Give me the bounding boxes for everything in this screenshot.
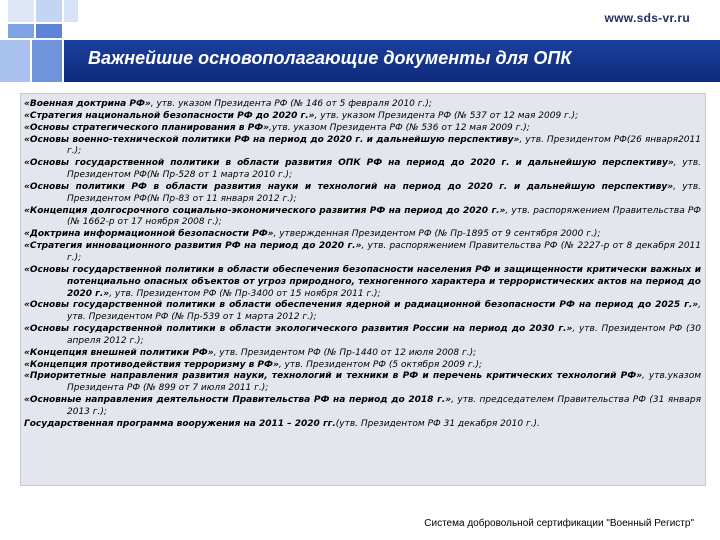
document-item [24, 99, 701, 111]
document-item-last [24, 419, 701, 431]
document-title: «Доктрина информационной безопасности РФ» [24, 229, 274, 240]
document-title: «Основы государственной политики в области развития ОПК РФ на период до 2020 г. и дальнейшую перспективу» [24, 158, 674, 169]
decor-square [32, 40, 62, 82]
document-item [24, 241, 701, 265]
document-title: «Военная доктрина РФ» [24, 99, 151, 109]
document-details: , утв. председателем Правительства РФ (31 января 2013 г.); [67, 395, 701, 417]
document-details: ,утв. указом Президента РФ (№ 536 от 12 мая 2009 г.); [268, 122, 530, 133]
document-details: , утв. распоряжением Правительства РФ (№ 2227-р от 8 декабря 2011 г.); [67, 241, 701, 263]
decor-square [0, 40, 30, 82]
document-title: «Приоритетные направления развития науки, технологий и техники в РФ и перечень критических технологий РФ» [24, 371, 643, 382]
decor-square [36, 0, 62, 22]
document-details: , утв. Президентом РФ(№ Пр-528 от 1 марта 2010 г.); [67, 158, 701, 181]
document-title: «Концепция долгосрочного социально-экономического развития РФ на период до 2020 г.» [24, 205, 506, 216]
document-details: , утв. Президентом РФ (5 октября 2009 г.); [278, 359, 482, 370]
document-details: , утв. Президентом РФ (30 апреля 2012 г.); [67, 324, 701, 346]
document-item [24, 206, 701, 230]
decor-square [8, 24, 34, 38]
document-details: (утв. Президентом РФ 31 декабря 2010 г.). [335, 418, 540, 429]
document-details: , утв. указом Президента РФ (№ 537 от 12 мая 2009 г.); [314, 110, 579, 121]
document-item [24, 111, 701, 123]
document-item [24, 300, 701, 324]
decor-square [64, 0, 78, 22]
decor-square [8, 0, 34, 22]
document-details: , утв. Президентом РФ (№ Пр-539 от 1 марта 2012 г.); [67, 300, 701, 323]
decor-square [36, 24, 62, 38]
document-title: «Основы политики РФ в области развития науки и технологий на период до 2020 г. и дальнейшую перспективу» [24, 181, 674, 192]
document-item [24, 360, 701, 372]
document-title: «Основные направления деятельности Правительства РФ на период до 2018 г.» [24, 395, 452, 406]
document-title: «Стратегия национальной безопасности РФ до 2020 г.» [24, 110, 315, 121]
document-title: «Основы стратегического планирования в РФ» [24, 122, 269, 133]
document-item [24, 395, 701, 419]
documents-panel [20, 93, 706, 486]
document-item [24, 229, 701, 241]
page-title: Важнейшие основополагающие документы для ОПК [88, 48, 572, 68]
document-details: , утв.указом Президента РФ (№ 899 от 7 июля 2011 г.); [67, 371, 701, 394]
footer-text: Система добровольной сертификации "Военный Регистр" [424, 518, 694, 529]
document-title: «Основы военно-технической политики РФ на период до 2020 г. и дальнейшую перспективу» [24, 134, 520, 145]
document-details: , утв. Президентом РФ (№ Пр-1440 от 12 июля 2008 г.); [213, 347, 477, 358]
document-details: , утв. Президентом РФ (№ Пр-3400 от 15 ноября 2011 г.); [109, 288, 381, 299]
documents-list [24, 99, 701, 431]
document-title: «Основы государственной политики в области экологического развития России на период до 2030 г.» [24, 324, 573, 335]
document-details: , утв. распоряжением Правительства РФ (№ 1662-р от 17 ноября 2008 г.); [67, 205, 701, 228]
document-title: «Концепция противодействия терроризму в РФ» [24, 359, 279, 370]
document-details: , утв. Президентом РФ(№ Пр-83 от 11 января 2012 г.); [67, 181, 701, 204]
document-item [24, 348, 701, 360]
document-item [24, 265, 701, 301]
document-item [24, 123, 701, 135]
document-title: Государственная программа вооружения на 2011 – 2020 гг. [24, 418, 336, 429]
document-item [24, 324, 701, 348]
document-title: «Основы государственной политики в области обеспечения безопасности населения РФ и защищенности критически важных и потенциально опасных объектов от угроз природного, техногенного характера и террористических актов на период до 2020 г.» [24, 264, 701, 299]
document-item [24, 158, 701, 182]
document-title: «Стратегия инновационного развития РФ на период до 2020 г.» [24, 241, 362, 252]
document-title: «Основы государственной политики в области обеспечения ядерной и радиационной безопасности РФ на период до 2025 г.» [24, 300, 699, 311]
document-item [24, 135, 701, 159]
document-details: , утв. Президентом РФ(26 января2011 г.); [67, 134, 701, 157]
document-item [24, 182, 701, 206]
document-details: , утв. указом Президента РФ (№ 146 от 5 февраля 2010 г.); [150, 99, 432, 109]
document-item [24, 371, 701, 395]
document-title: «Концепция внешней политики РФ» [24, 347, 214, 358]
site-url[interactable]: www.sds-vr.ru [604, 11, 690, 25]
document-details: , утвержденная Президентом РФ (№ Пр-1895 от 9 сентября 2000 г.); [273, 229, 601, 240]
